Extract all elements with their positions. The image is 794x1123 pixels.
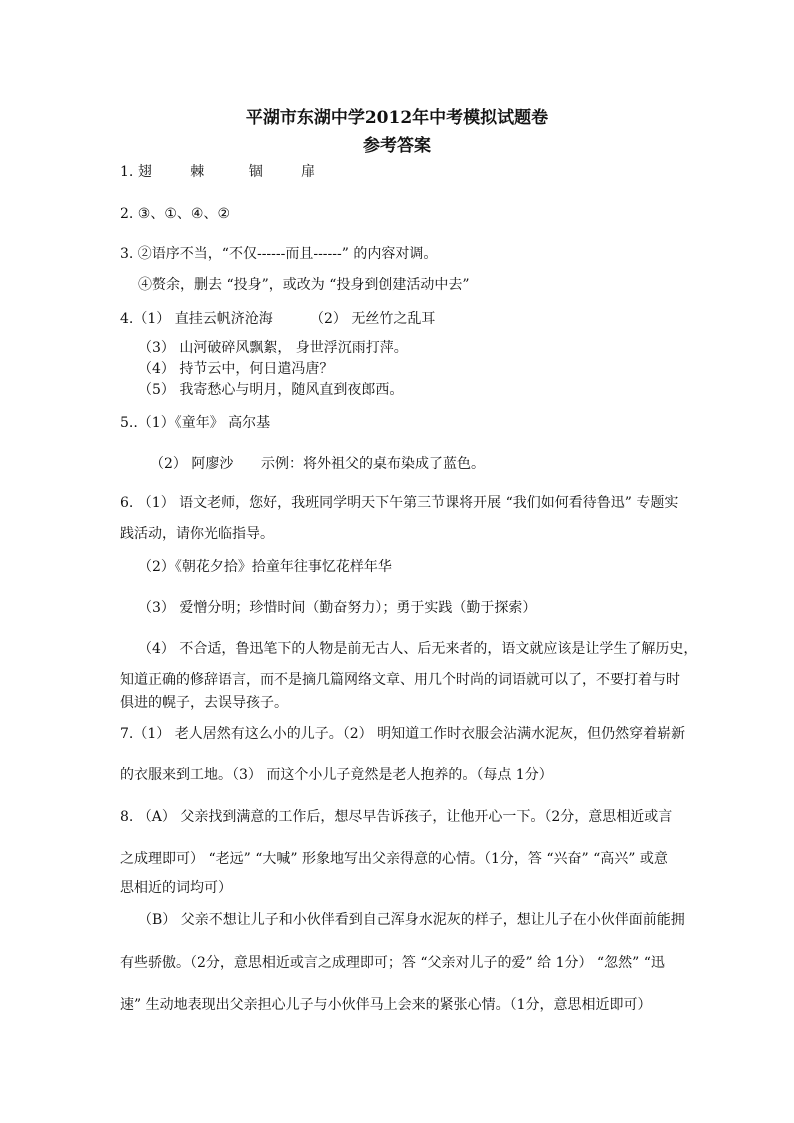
answer-8-line-5: 有些骄傲。（2分，意思相近或言之成理即可；答 “父亲对儿子的爱” 给 1分） “忽然” “迅: [120, 955, 665, 971]
answer-6-line-4: （3） 爱憎分明；珍惜时间（勤奋努力）；勇于实践（勤于探索）: [138, 600, 537, 616]
document-subtitle: 参考答案: [363, 136, 431, 156]
answer-2: 2. ③、①、④、②: [120, 206, 231, 222]
answer-4-line-3: （4） 持节云中，何日遣冯唐？: [138, 361, 334, 377]
answer-8-line-6: 速” 生动地表现出父亲担心儿子与小伙伴马上会来的紧张心情。（1分，意思相近即可）: [120, 997, 652, 1013]
answer-5-line-2b: 示例：将外祖父的桌布染成了蓝色。: [261, 456, 485, 472]
answer-3-line-2: ④赘余，删去 “投身”，或改为 “投身到创建活动中去”: [138, 277, 470, 293]
answer-6-line-5: （4） 不合适，鲁迅笔下的人物是前无古人、后无来者的，语文就应该是让学生了解历史，: [138, 641, 698, 657]
answer-6-line-1: 6. （1） 语文老师，您好，我班同学明天下午第三节课将开展 “我们如何看待鲁迅” 专题实: [120, 495, 679, 511]
document-title: 平湖市东湖中学2012年中考模拟试题卷: [245, 108, 549, 128]
answer-4-line-1a: 4.（1） 直挂云帆济沧海: [120, 311, 273, 327]
answer-1-number: 1.: [120, 164, 134, 180]
answer-1-word-2: 棘: [190, 164, 205, 180]
answer-6-line-2: 践活动，请你光临指导。: [120, 526, 274, 542]
answer-7-line-2: 的衣服来到工地。（3） 而这个小儿子竟然是老人抱养的。（每点 1分）: [120, 767, 553, 783]
answer-1: [120, 163, 315, 181]
answer-1-word-1: 翅: [137, 164, 152, 180]
answer-1-word-3: 锢: [248, 164, 263, 180]
answer-5-line-2a: （2） 阿廖沙: [150, 456, 234, 472]
answer-1-word-4: 扉: [301, 164, 316, 180]
answer-8-line-1: 8. （A） 父亲找到满意的工作后，想尽早告诉孩子，让他开心一下。（2分，意思相近或言: [120, 809, 673, 825]
answer-6-line-7: 俱进的幌子，去误导孩子。: [120, 695, 288, 711]
answer-6-line-3: （2）《朝花夕拾》拾童年往事忆花样年华: [138, 559, 392, 575]
answer-8-line-4: （B） 父亲不想让儿子和小伙伴看到自己浑身水泥灰的样子，想让儿子在小伙伴面前能拥: [138, 912, 685, 928]
answer-8-line-3: 思相近的词均可）: [120, 880, 232, 896]
answer-8-line-2: 之成理即可） “老远” “大喊” 形象地写出父亲得意的心情。（1分，答 “兴奋” “高兴” 或意: [120, 851, 668, 867]
answer-3-line-1: 3. ②语序不当，“不仅------而且------” 的内容对调。: [120, 246, 438, 262]
answer-4-line-1b: （2） 无丝竹之乱耳: [310, 311, 436, 327]
answer-4-line-4: （5） 我寄愁心与明月，随风直到夜郎西。: [138, 382, 404, 398]
answer-4-line-2: （3） 山河破碎风飘絮， 身世浮沉雨打萍。: [138, 340, 408, 356]
answer-6-line-6: 知道正确的修辞语言，而不是摘几篇网络文章、用几个时尚的词语就可以了，不要打着与时: [120, 672, 680, 688]
answer-5-line-1: 5..（1）《童年》 高尔基: [120, 415, 271, 431]
answer-7-line-1: 7.（1） 老人居然有这么小的儿子。（2） 明知道工作时衣服会沾满水泥灰，但仍然穿着崭新: [120, 726, 686, 742]
